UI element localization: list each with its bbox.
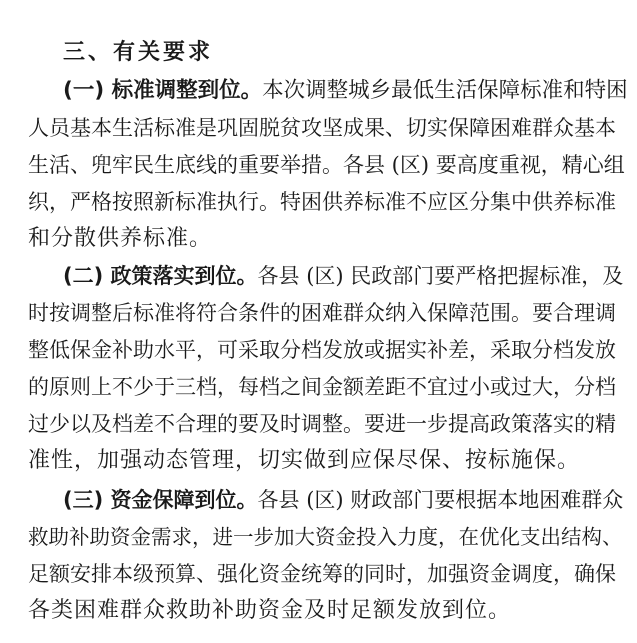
paragraph-1-line-2: 人员基本生活标准是巩固脱贫攻坚成果、切实保障困难群众基本 [28, 116, 616, 140]
section-heading: 三、有关要求 [63, 40, 214, 65]
paragraph-1-line-3: 生活、兜牢民生底线的重要举措。各县 (区) 要高度重视，精心组 [28, 153, 625, 177]
paragraph-2-line-3: 整低保金补助水平，可采取分档发放或据实补差，采取分档发放 [28, 338, 616, 362]
paragraph-2-line-1 [63, 261, 628, 291]
paragraph-3-lead: (三) 资金保障到位。 [63, 488, 258, 512]
paragraph-1-line-4: 织，严格按照新标准执行。特困供养标准不应区分集中供养标准 [28, 190, 616, 214]
paragraph-3-line-2: 救助补助资金需求，进一步加大资金投入力度，在优化支出结构、 [28, 525, 623, 549]
paragraph-2-line-4: 的原则上不少于三档，每档之间金额差距不宜过小或过大，分档 [28, 375, 616, 399]
paragraph-3-text: 各县 (区) 财政部门要根据本地困难群众 [257, 488, 624, 512]
paragraph-3-line-3: 足额安排本级预算、强化资金统筹的同时，加强资金调度，确保 [28, 562, 616, 586]
paragraph-1-line-1 [63, 76, 628, 106]
paragraph-3-line-4: 各类困难群众救助补助资金及时足额发放到位。 [28, 598, 512, 623]
paragraph-3-line-1 [63, 485, 628, 515]
paragraph-2-lead: (二) 政策落实到位。 [63, 264, 258, 288]
paragraph-2-line-2: 时按调整后标准将符合条件的困难群众纳入保障范围。要合理调 [28, 301, 616, 325]
paragraph-1-text: 本次调整城乡最低生活保障标准和特困 [262, 78, 628, 103]
paragraph-2-line-5: 过少以及档差不合理的要及时调整。要进一步提高政策落实的精 [28, 412, 616, 436]
paragraph-1-line-5: 和分散供养标准。 [28, 226, 213, 251]
paragraph-2-line-6: 准性，加强动态管理，切实做到应保尽保、按标施保。 [28, 448, 581, 473]
paragraph-1-lead: (一) 标准调整到位。 [63, 78, 263, 103]
paragraph-2-text: 各县 (区) 民政部门要严格把握标准，及 [257, 264, 624, 288]
